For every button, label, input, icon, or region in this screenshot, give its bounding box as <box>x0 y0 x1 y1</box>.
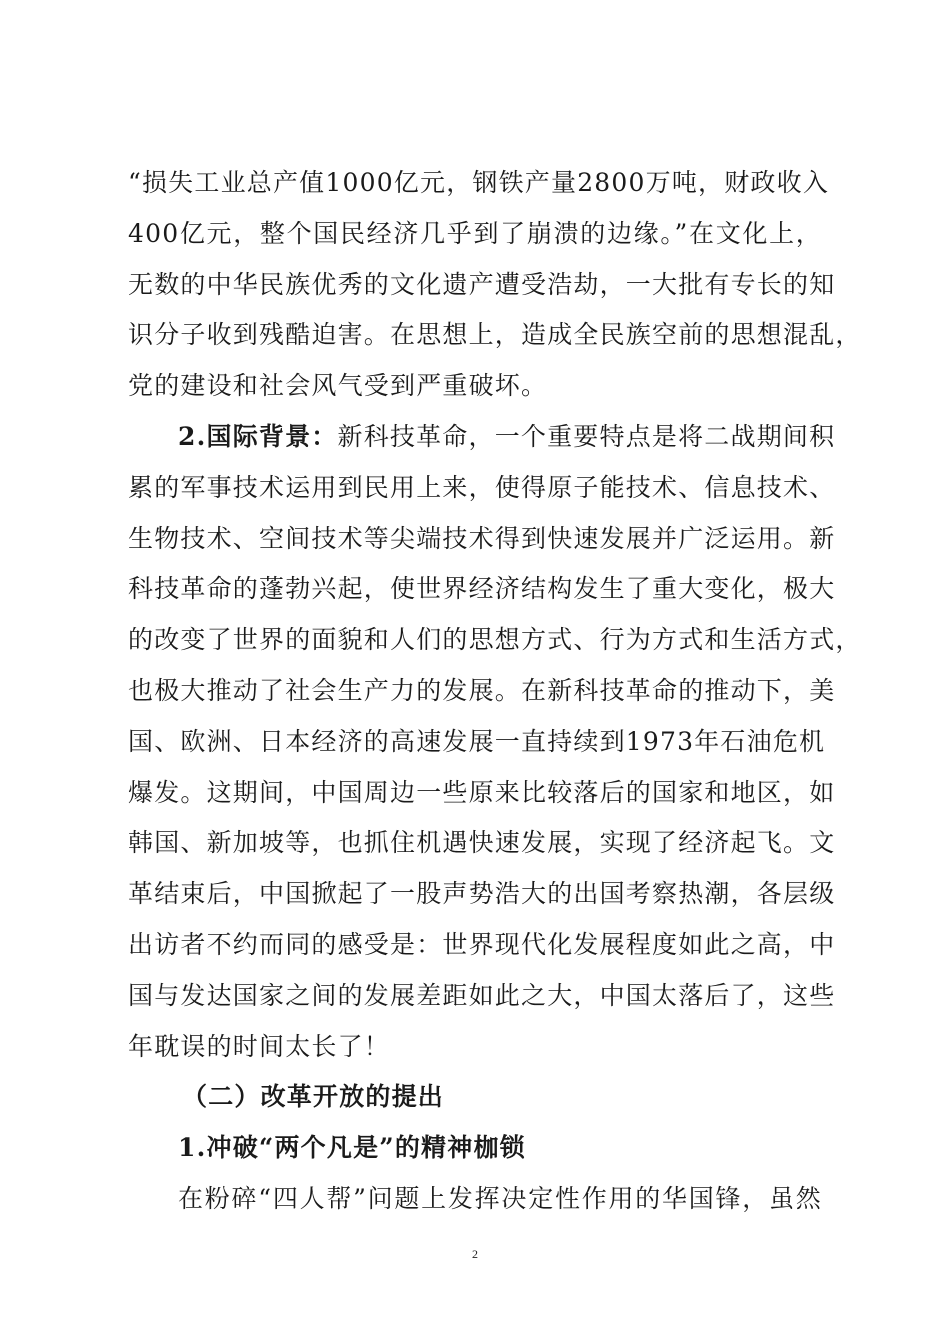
section-heading: （二）改革开放的提出 <box>182 1082 445 1112</box>
text-line: 识分子收到残酷迫害。在思想上，造成全民族空前的思想混乱， <box>128 320 862 350</box>
text-line: 韩国、新加坡等，也抓住机遇快速发展，实现了经济起飞。文 <box>128 828 836 858</box>
text-line: 累的军事技术运用到民用上来，使得原子能技术、信息技术、 <box>128 472 836 502</box>
text-line: 400亿元，整个国民经济几乎到了崩溃的边缘。”在文化上， <box>128 218 822 248</box>
text-line: 革结束后，中国掀起了一股声势浩大的出国考察热潮，各层级 <box>128 879 836 909</box>
text-line: “损失工业总产值1000亿元，钢铁产量2800万吨，财政收入 <box>128 168 830 197</box>
document-page <box>128 158 862 1225</box>
text-line: 在粉碎“四人帮”问题上发挥决定性作用的华国锋，虽然 <box>178 1183 822 1213</box>
subsection-heading: 1.冲破“两个凡是”的精神枷锁 <box>178 1133 526 1163</box>
text-line: 也极大推动了社会生产力的发展。在新科技革命的推动下，美 <box>128 675 836 705</box>
paragraph-economic-losses <box>128 158 862 412</box>
text-line: 科技革命的蓬勃兴起，使世界经济结构发生了重大变化，极大 <box>128 574 836 604</box>
text-line: 的改变了世界的面貌和人们的思想方式、行为方式和生活方式， <box>128 625 862 655</box>
text-line: 国与发达国家之间的发展差距如此之大，中国太落后了，这些 <box>128 980 836 1010</box>
text-line: 出访者不约而同的感受是：世界现代化发展程度如此之高，中 <box>128 929 836 959</box>
page-number: 2 <box>472 1247 478 1261</box>
text-line: 无数的中华民族优秀的文化遗产遭受浩劫，一大批有专长的知 <box>128 269 836 299</box>
paragraph-lead-heading: 2.国际背景： <box>178 421 338 451</box>
text-line <box>128 412 836 463</box>
paragraph-hua-guofeng <box>128 1174 822 1225</box>
text-line: 生物技术、空间技术等尖端技术得到快速发展并广泛运用。新 <box>128 523 836 553</box>
paragraph-international-background <box>128 412 862 1072</box>
text-line: 年耽误的时间太长了！ <box>128 1031 391 1061</box>
text-span: 新科技革命，一个重要特点是将二战期间积 <box>337 421 836 451</box>
text-line: 党的建设和社会风气受到严重破坏。 <box>128 371 548 401</box>
text-line: 爆发。这期间，中国周边一些原来比较落后的国家和地区，如 <box>128 777 836 807</box>
text-line: 国、欧洲、日本经济的高速发展一直持续到1973年石油危机 <box>128 726 826 756</box>
